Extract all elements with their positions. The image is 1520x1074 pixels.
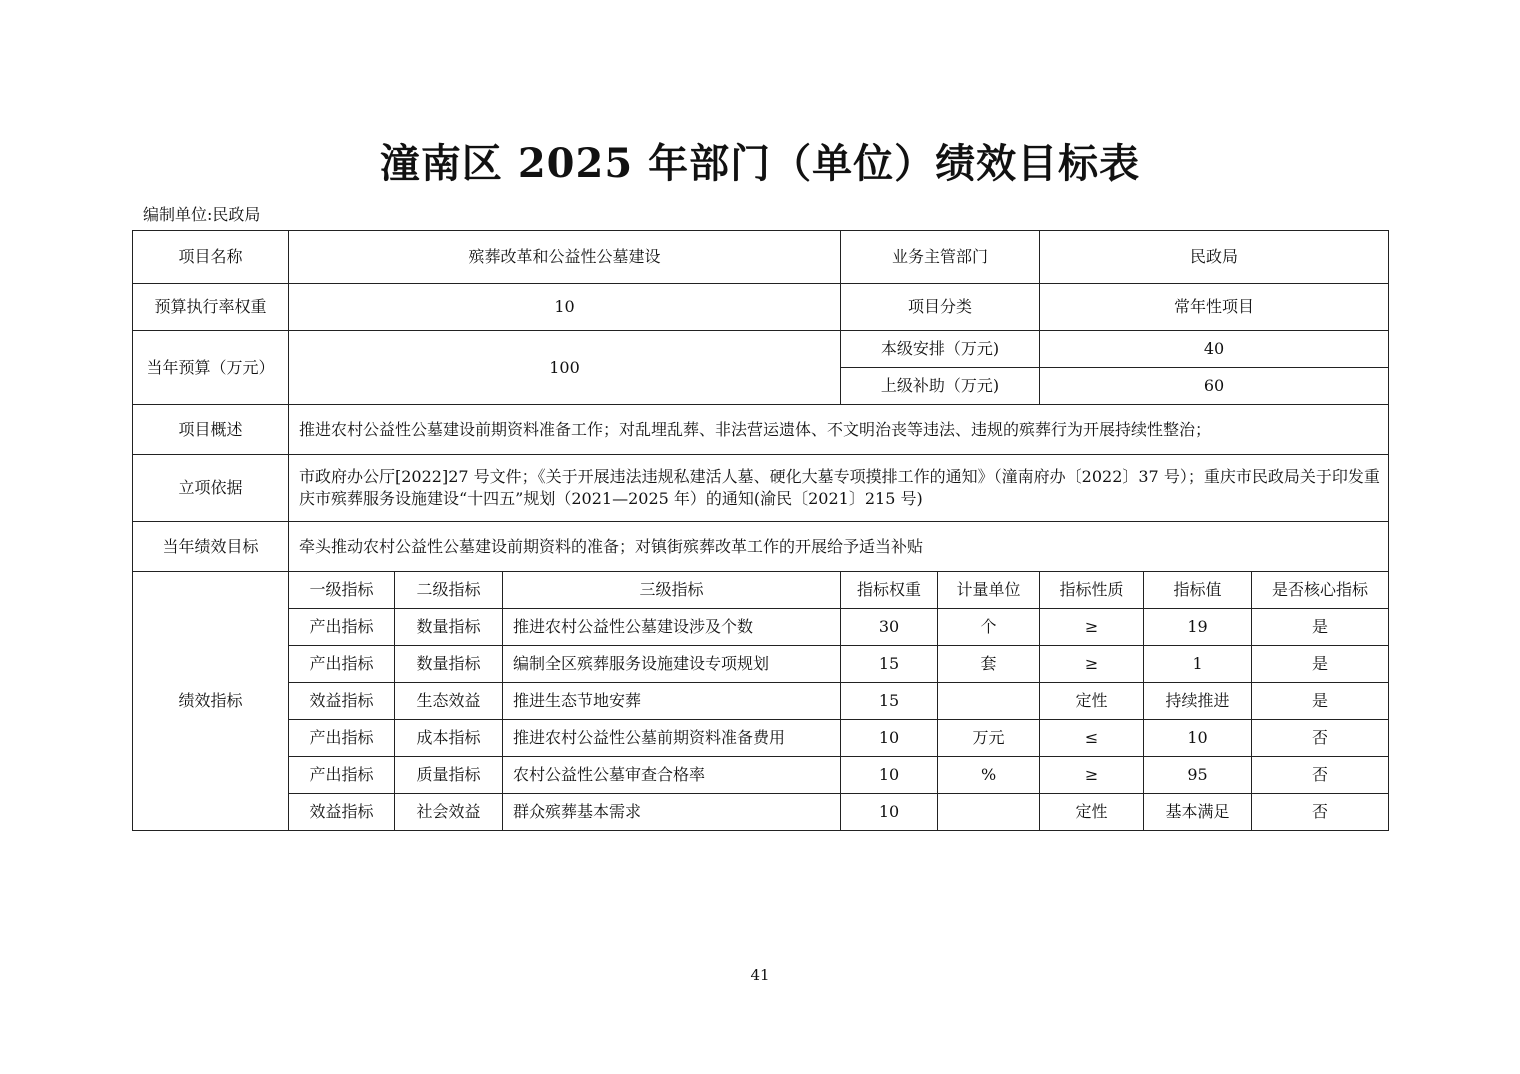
- indicator-unit: 套: [938, 646, 1040, 683]
- header-value: 指标值: [1144, 572, 1252, 609]
- indicator-value: 10: [1144, 720, 1252, 757]
- table-row: [133, 757, 1389, 794]
- indicator-nature: ≥: [1040, 609, 1144, 646]
- upper-label: 上级补助（万元): [841, 368, 1040, 405]
- indicator-header-row: [133, 572, 1389, 609]
- indicator-weight: 10: [841, 720, 938, 757]
- indicator-level1: 效益指标: [289, 794, 395, 831]
- local-label: 本级安排（万元): [841, 331, 1040, 368]
- indicator-level3: 农村公益性公墓审查合格率: [503, 757, 841, 794]
- indicator-value: 95: [1144, 757, 1252, 794]
- category-value: 常年性项目: [1040, 284, 1389, 331]
- header-level2: 二级指标: [395, 572, 503, 609]
- basis-label: 立项依据: [133, 455, 289, 522]
- budget-label: 当年预算（万元）: [133, 331, 289, 405]
- indicator-level3: 编制全区殡葬服务设施建设专项规划: [503, 646, 841, 683]
- indicator-weight: 15: [841, 683, 938, 720]
- indicator-level1: 效益指标: [289, 683, 395, 720]
- indicator-core: 否: [1252, 720, 1389, 757]
- dept-label: 业务主管部门: [841, 231, 1040, 284]
- table-row: [133, 609, 1389, 646]
- indicator-level3: 群众殡葬基本需求: [503, 794, 841, 831]
- indicator-unit: %: [938, 757, 1040, 794]
- indicator-core: 否: [1252, 794, 1389, 831]
- category-label: 项目分类: [841, 284, 1040, 331]
- project-name-row: [133, 231, 1389, 284]
- org-label: 编制单位:民政局: [143, 205, 261, 224]
- overview-label: 项目概述: [133, 405, 289, 455]
- weight-label: 预算执行率权重: [133, 284, 289, 331]
- indicator-nature: ≥: [1040, 757, 1144, 794]
- indicator-level1: 产出指标: [289, 720, 395, 757]
- indicator-level1: 产出指标: [289, 609, 395, 646]
- budget-value: 100: [289, 331, 841, 405]
- header-unit: 计量单位: [938, 572, 1040, 609]
- page-number: 41: [750, 966, 770, 984]
- weight-row: [133, 284, 1389, 331]
- indicator-unit: [938, 794, 1040, 831]
- goal-value: 牵头推动农村公益性公墓建设前期资料的准备；对镇街殡葬改革工作的开展给予适当补贴: [289, 522, 1389, 572]
- page-title: 潼南区 2025 年部门（单位）绩效目标表: [379, 140, 1141, 187]
- indicator-value: 1: [1144, 646, 1252, 683]
- header-core: 是否核心指标: [1252, 572, 1389, 609]
- indicator-nature: 定性: [1040, 794, 1144, 831]
- indicator-level2: 质量指标: [395, 757, 503, 794]
- header-level1: 一级指标: [289, 572, 395, 609]
- overview-value: 推进农村公益性公墓建设前期资料准备工作；对乱埋乱葬、非法营运遗体、不文明治丧等违法、违规的殡葬行为开展持续性整治；: [289, 405, 1389, 455]
- table-row: [133, 720, 1389, 757]
- indicator-core: 否: [1252, 757, 1389, 794]
- indicator-level3: 推进农村公益性公墓前期资料准备费用: [503, 720, 841, 757]
- table-row: [133, 683, 1389, 720]
- header-weight: 指标权重: [841, 572, 938, 609]
- table-row: [133, 794, 1389, 831]
- indicator-weight: 30: [841, 609, 938, 646]
- indicator-unit: 万元: [938, 720, 1040, 757]
- dept-value: 民政局: [1040, 231, 1389, 284]
- project-name-label: 项目名称: [133, 231, 289, 284]
- indicator-weight: 15: [841, 646, 938, 683]
- indicator-level2: 数量指标: [395, 609, 503, 646]
- indicator-level2: 数量指标: [395, 646, 503, 683]
- indicator-value: 19: [1144, 609, 1252, 646]
- indicator-level2: 成本指标: [395, 720, 503, 757]
- indicator-section-label: 绩效指标: [133, 572, 289, 831]
- indicator-nature: 定性: [1040, 683, 1144, 720]
- indicator-level2: 社会效益: [395, 794, 503, 831]
- indicator-level2: 生态效益: [395, 683, 503, 720]
- project-name-value: 殡葬改革和公益性公墓建设: [289, 231, 841, 284]
- indicator-weight: 10: [841, 794, 938, 831]
- header-nature: 指标性质: [1040, 572, 1144, 609]
- indicator-unit: [938, 683, 1040, 720]
- goal-label: 当年绩效目标: [133, 522, 289, 572]
- indicator-level3: 推进农村公益性公墓建设涉及个数: [503, 609, 841, 646]
- indicator-value: 持续推进: [1144, 683, 1252, 720]
- indicator-value: 基本满足: [1144, 794, 1252, 831]
- upper-value: 60: [1040, 368, 1389, 405]
- indicator-level1: 产出指标: [289, 757, 395, 794]
- indicator-unit: 个: [938, 609, 1040, 646]
- indicator-core: 是: [1252, 646, 1389, 683]
- indicator-core: 是: [1252, 683, 1389, 720]
- performance-table: [132, 230, 1389, 831]
- indicator-nature: ≤: [1040, 720, 1144, 757]
- table-row: [133, 646, 1389, 683]
- weight-value: 10: [289, 284, 841, 331]
- basis-row: [133, 455, 1389, 522]
- indicator-level1: 产出指标: [289, 646, 395, 683]
- goal-row: [133, 522, 1389, 572]
- header-level3: 三级指标: [503, 572, 841, 609]
- overview-row: [133, 405, 1389, 455]
- basis-value: 市政府办公厅[2022]27 号文件；《关于开展违法违规私建活人墓、硬化大墓专项摸排工作的通知》（潼南府办〔2022〕37 号）；重庆市民政局关于印发重庆市殡葬服务设施建设“十四五”规划（2021—2025 年）的通知(渝民〔2021〕215 号): [289, 455, 1389, 522]
- indicator-nature: ≥: [1040, 646, 1144, 683]
- indicator-core: 是: [1252, 609, 1389, 646]
- indicator-level3: 推进生态节地安葬: [503, 683, 841, 720]
- budget-row: [133, 331, 1389, 368]
- indicator-weight: 10: [841, 757, 938, 794]
- local-value: 40: [1040, 331, 1389, 368]
